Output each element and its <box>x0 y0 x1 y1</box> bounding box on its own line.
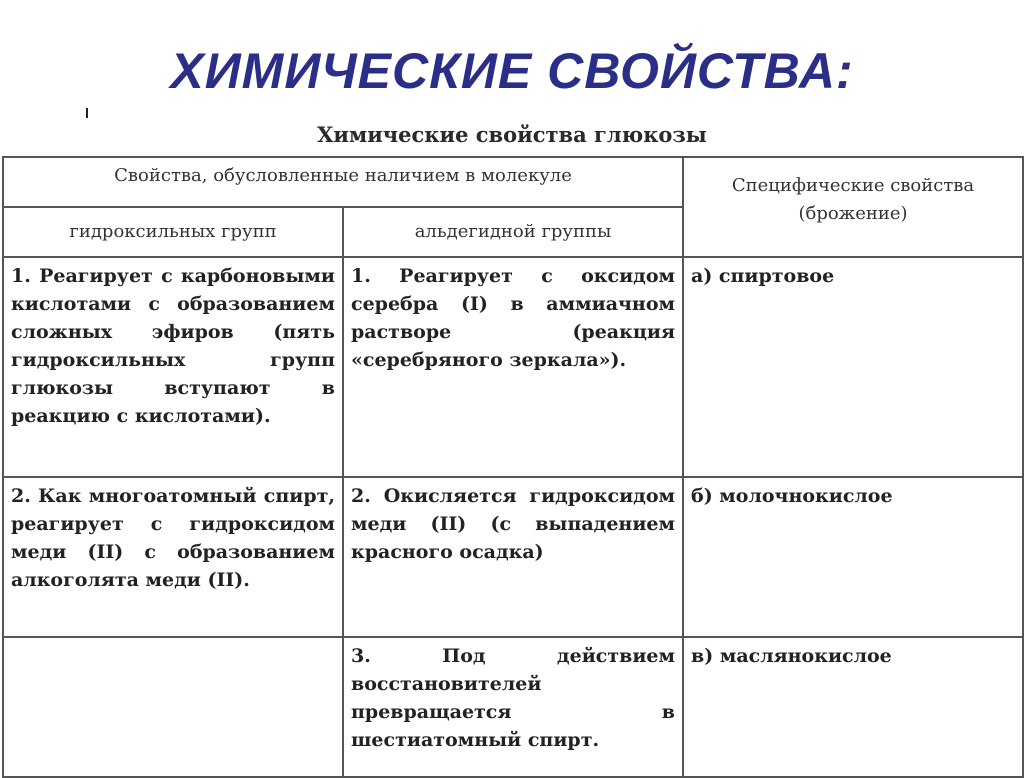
table-caption: Химические свойства глюкозы <box>317 122 707 147</box>
glucose-properties-table <box>2 156 1024 778</box>
row2-hydroxyl: 2. Как многоатомный спирт, реагирует с гидроксидом меди (II) с образованием алкоголята меди (II). <box>3 477 343 637</box>
row1-aldehyde: 1. Реагирует с оксидом серебра (I) в аммиачном растворе (реакция «серебряного зеркала»). <box>343 257 683 477</box>
header-aldehyde: альдегидной группы <box>343 207 683 257</box>
scan-mark <box>86 108 88 118</box>
row3-aldehyde: 3. Под действием восстановителей превращается в шестиатомный спирт. <box>343 637 683 777</box>
row1-hydroxyl: 1. Реагирует с карбоновыми кислотами с образованием сложных эфиров (пять гидроксильных групп глюкозы вступают в реакцию с кислотами). <box>3 257 343 477</box>
row3-hydroxyl <box>3 637 343 777</box>
row2-aldehyde: 2. Окисляется гидроксидом меди (II) (с выпадением красного осадка) <box>343 477 683 637</box>
header-specific: Специфические свойства (брожение) <box>683 157 1023 257</box>
slide-title: ХИМИЧЕСКИЕ СВОЙСТВА: <box>170 43 854 99</box>
table-row <box>3 477 1023 637</box>
row1-fermentation: а) спиртовое <box>683 257 1023 477</box>
row3-fermentation: в) маслянокислое <box>683 637 1023 777</box>
header-group: Свойства, обусловленные наличием в молекуле <box>3 157 683 207</box>
table-row <box>3 637 1023 777</box>
table-row <box>3 257 1023 477</box>
row2-fermentation: б) молочнокислое <box>683 477 1023 637</box>
header-hydroxyl: гидроксильных групп <box>3 207 343 257</box>
